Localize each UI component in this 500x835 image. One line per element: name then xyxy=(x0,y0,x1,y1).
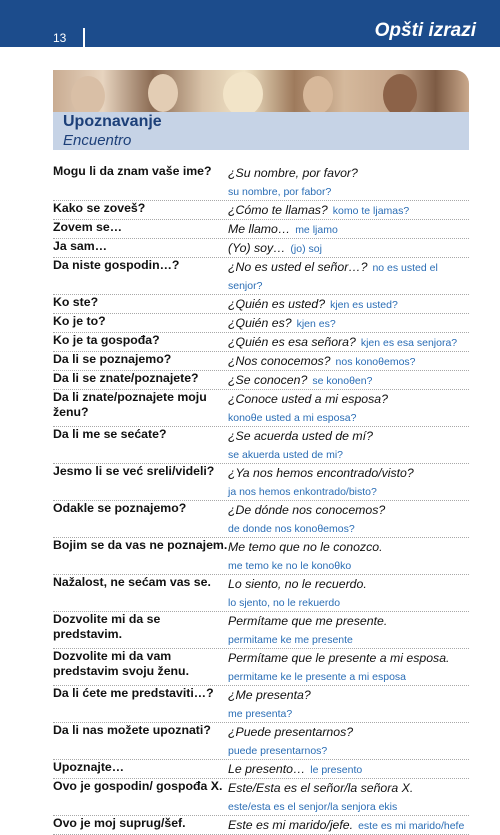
translation xyxy=(228,649,469,685)
page-header xyxy=(0,0,500,47)
face-shape xyxy=(303,76,333,112)
serbian-phrase: Dozvolite mi da se predstavim. xyxy=(53,612,161,641)
topic-band xyxy=(53,112,469,150)
serbian-phrase: Da li ćete me predstaviti…? xyxy=(53,686,214,700)
spanish-phrase: ¿Conoce usted a mi esposa? xyxy=(228,392,388,406)
phrase-list xyxy=(53,164,469,835)
spanish-phrase: Este es mi marido/jefe. xyxy=(228,818,354,832)
header-photo xyxy=(53,70,469,112)
phrase-row xyxy=(53,686,469,723)
spanish-phrase: ¿Cómo te llamas? xyxy=(228,203,328,217)
spanish-phrase: Lo siento, no le recuerdo. xyxy=(228,577,367,591)
topic-title-spanish: Encuentro xyxy=(63,132,132,149)
translation xyxy=(228,501,469,537)
phrase-row xyxy=(53,427,469,464)
pronunciation: su nombre, por fabor? xyxy=(228,186,332,198)
serbian-phrase: Dozvolite mi da vam predstavim svoju ženu. xyxy=(53,649,189,678)
serbian-phrase: Da li me se sećate? xyxy=(53,427,167,441)
serbian-phrase: Mogu li da znam vaše ime? xyxy=(53,164,212,178)
spanish-phrase: ¿No es usted el señor…? xyxy=(228,260,368,274)
phrase-row xyxy=(53,371,469,390)
face-shape xyxy=(383,74,417,112)
pronunciation: me temo ke no le konoθko xyxy=(228,560,352,572)
pronunciation: permitame ke le presente a mi esposa xyxy=(228,671,407,683)
phrase-row xyxy=(53,464,469,501)
spanish-phrase: Este/Esta es el señor/la señora X. xyxy=(228,781,414,795)
spanish-phrase: ¿Ya nos hemos encontrado/visto? xyxy=(228,466,414,480)
serbian-phrase: Da li znate/poznajete moju ženu? xyxy=(53,390,207,419)
phrase-row xyxy=(53,164,469,201)
serbian-phrase: Ko ste? xyxy=(53,295,99,309)
pronunciation: me presenta? xyxy=(228,708,293,720)
pronunciation: se akuerda usted de mi? xyxy=(228,449,343,461)
pronunciation: le presento xyxy=(310,764,363,776)
translation xyxy=(228,371,469,389)
phrase-row xyxy=(53,314,469,333)
spanish-phrase: Permítame que le presente a mi esposa. xyxy=(228,651,450,665)
translation xyxy=(228,201,469,219)
phrase-row xyxy=(53,538,469,575)
pronunciation: nos konoθemos? xyxy=(335,356,416,368)
phrase-row xyxy=(53,295,469,314)
phrase-row xyxy=(53,612,469,649)
pronunciation: permitame ke me presente xyxy=(228,634,353,646)
spanish-phrase: Le presento… xyxy=(228,762,306,776)
translation xyxy=(228,686,469,722)
pronunciation: komo te ljamas? xyxy=(332,205,410,217)
translation xyxy=(228,220,469,238)
translation xyxy=(228,816,469,834)
phrase-row xyxy=(53,239,469,258)
serbian-phrase: Da niste gospodin…? xyxy=(53,258,180,272)
serbian-phrase: Ja sam… xyxy=(53,239,108,253)
translation xyxy=(228,164,469,200)
pronunciation: kjen es? xyxy=(296,318,336,330)
phrase-row xyxy=(53,333,469,352)
translation xyxy=(228,333,469,351)
serbian-phrase: Ovo je gospodin/ gospođa X. xyxy=(53,779,223,793)
face-shape xyxy=(223,72,263,112)
phrase-row xyxy=(53,760,469,779)
phrase-row xyxy=(53,390,469,427)
translation xyxy=(228,760,469,778)
phrase-row xyxy=(53,201,469,220)
pronunciation: konoθe usted a mi esposa? xyxy=(228,412,357,424)
translation xyxy=(228,779,469,815)
phrase-row xyxy=(53,258,469,295)
pronunciation: me ljamo xyxy=(295,224,338,236)
serbian-phrase: Upoznajte… xyxy=(53,760,125,774)
serbian-phrase: Kako se zoveš? xyxy=(53,201,146,215)
serbian-phrase: Zovem se… xyxy=(53,220,123,234)
header-divider xyxy=(83,28,85,47)
spanish-phrase: ¿Se conocen? xyxy=(228,373,308,387)
spanish-phrase: ¿Su nombre, por favor? xyxy=(228,166,358,180)
spanish-phrase: ¿Quién es? xyxy=(228,316,292,330)
translation xyxy=(228,723,469,759)
translation xyxy=(228,575,469,611)
serbian-phrase: Da li se znate/poznajete? xyxy=(53,371,199,385)
spanish-phrase: ¿Me presenta? xyxy=(228,688,311,702)
section-title: Opšti izrazi xyxy=(374,20,476,41)
spanish-phrase: ¿Puede presentarnos? xyxy=(228,725,354,739)
serbian-phrase: Ko je to? xyxy=(53,314,106,328)
pronunciation: no es usted el senjor? xyxy=(228,262,438,292)
serbian-phrase: Ovo je moj suprug/šef. xyxy=(53,816,186,830)
phrase-row xyxy=(53,816,469,835)
pronunciation: ja nos hemos enkontrado/bisto? xyxy=(228,486,377,498)
phrase-row xyxy=(53,649,469,686)
face-shape xyxy=(71,76,105,112)
translation xyxy=(228,390,469,426)
serbian-phrase: Da li nas možete upoznati? xyxy=(53,723,211,737)
phrase-row xyxy=(53,501,469,538)
translation xyxy=(228,352,469,370)
phrase-row xyxy=(53,352,469,371)
pronunciation: kjen es esa senjora? xyxy=(360,337,458,349)
translation xyxy=(228,538,469,574)
phrase-row xyxy=(53,575,469,612)
phrase-row xyxy=(53,723,469,760)
serbian-phrase: Ko je ta gospođa? xyxy=(53,333,160,347)
spanish-phrase: (Yo) soy… xyxy=(228,241,286,255)
face-shape xyxy=(148,74,178,112)
spanish-phrase: ¿Quién es usted? xyxy=(228,297,326,311)
serbian-phrase: Da li se poznajemo? xyxy=(53,352,172,366)
spanish-phrase: ¿De dónde nos conocemos? xyxy=(228,503,386,517)
translation xyxy=(228,239,469,257)
translation xyxy=(228,427,469,463)
pronunciation: este/esta es el senjor/la senjora ekis xyxy=(228,801,398,813)
spanish-phrase: Permítame que me presente. xyxy=(228,614,388,628)
spanish-phrase: Me temo que no le conozco. xyxy=(228,540,383,554)
pronunciation: lo sjento, no le rekuerdo xyxy=(228,597,341,609)
translation xyxy=(228,612,469,648)
topic-title-serbian: Upoznavanje xyxy=(63,113,162,130)
phrase-row xyxy=(53,779,469,816)
translation xyxy=(228,464,469,500)
pronunciation: puede presentarnos? xyxy=(228,745,328,757)
translation xyxy=(228,258,469,294)
spanish-phrase: ¿Quién es esa señora? xyxy=(228,335,356,349)
page-number: 13 xyxy=(53,31,67,45)
serbian-phrase: Jesmo li se već sreli/videli? xyxy=(53,464,215,478)
spanish-phrase: Me llamo… xyxy=(228,222,291,236)
serbian-phrase: Odakle se poznajemo? xyxy=(53,501,187,515)
pronunciation: de donde nos konoθemos? xyxy=(228,523,355,535)
pronunciation: (jo) soj xyxy=(290,243,322,255)
serbian-phrase: Nažalost, ne sećam vas se. xyxy=(53,575,211,589)
translation xyxy=(228,314,469,332)
translation xyxy=(228,295,469,313)
phrase-row xyxy=(53,220,469,239)
spanish-phrase: ¿Nos conocemos? xyxy=(228,354,331,368)
spanish-phrase: ¿Se acuerda usted de mí? xyxy=(228,429,373,443)
pronunciation: este es mi marido/hefe xyxy=(358,820,465,832)
pronunciation: se konoθen? xyxy=(312,375,373,387)
pronunciation: kjen es usted? xyxy=(330,299,398,311)
serbian-phrase: Bojim se da vas ne poznajem. xyxy=(53,538,228,552)
